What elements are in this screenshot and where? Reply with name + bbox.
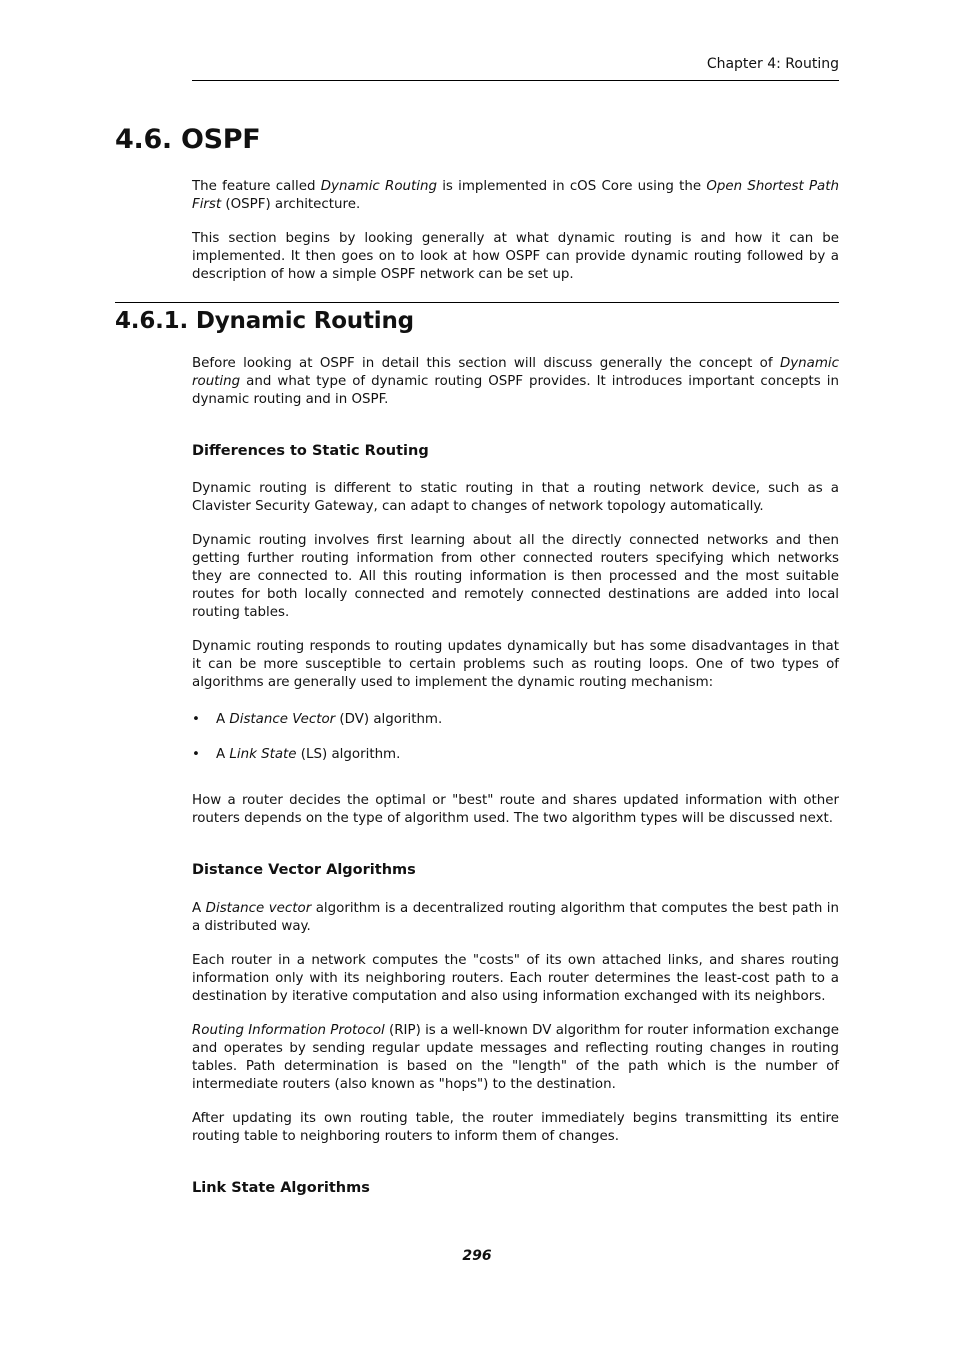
- static-paragraph-2: Dynamic routing involves first learning about all the directly connected networks and then getting further routing information from other connected routers specifying which networks they are connected to. All this routing information is then processed and the most suitable routes for both locally connected and remotely connected destinations are added into local routing tables.: [192, 533, 839, 620]
- subsection-intro: Before looking at OSPF in detail this section will discuss generally the concept of Dynamic routing and what type of dynamic routing OSPF provides. It introduces important concepts in dynamic routing and in OSPF.: [192, 356, 839, 407]
- dv-paragraph-2: Each router in a network computes the "costs" of its own attached links, and shares routing information only with its neighboring routers. Each router determines the least-cost path to a destination by iterative computation and also using information exchanged with its neighbors.: [192, 953, 839, 1004]
- bullet-icon: •: [192, 747, 200, 762]
- static-paragraph-3: Dynamic routing responds to routing updates dynamically but has some disadvantages in that it can be more susceptible to certain problems such as routing loops. One of two types of algorithms are generally used to implement the dynamic routing mechanism:: [192, 639, 839, 690]
- section-title: 4.6. OSPF: [115, 124, 261, 155]
- bullet-icon: •: [192, 712, 200, 727]
- page-number: 296: [462, 1248, 492, 1264]
- dv-paragraph-3: Routing Information Protocol (RIP) is a well-known DV algorithm for router information exchange and operates by sending regular update messages and reflecting routing changes in routing tables. Path determination is based on the "length" of the path which is the number of intermediate routers (also known as "hops") to the destination.: [192, 1023, 839, 1092]
- heading-link-state: Link State Algorithms: [192, 1180, 370, 1196]
- subsection-title: 4.6.1. Dynamic Routing: [115, 308, 414, 334]
- page-header: [192, 55, 839, 81]
- static-paragraph-1: Dynamic routing is different to static routing in that a routing network device, such as a Clavister Security Gateway, can adapt to changes of network topology automatically.: [192, 481, 839, 514]
- chapter-title: Chapter 4: Routing: [706, 56, 839, 72]
- heading-static-routing: Differences to Static Routing: [192, 443, 429, 459]
- static-paragraph-4: How a router decides the optimal or "best" route and shares updated information with other routers depends on the type of algorithm used. The two algorithm types will be discussed next.: [192, 793, 839, 826]
- intro-paragraph-2: This section begins by looking generally at what dynamic routing is and how it can be implemented. It then goes on to look at how OSPF can provide dynamic routing followed by a description of how a simple OSPF network can be set up.: [192, 231, 839, 282]
- dv-paragraph-4: After updating its own routing table, the router immediately begins transmitting its entire routing table to neighboring routers to inform them of changes.: [192, 1111, 839, 1144]
- dv-paragraph-1: A Distance vector algorithm is a decentralized routing algorithm that computes the best path in a distributed way.: [192, 901, 840, 934]
- intro-paragraph-1: The feature called Dynamic Routing is implemented in cOS Core using the Open Shortest Path First (OSPF) architecture.: [192, 179, 839, 212]
- heading-distance-vector: Distance Vector Algorithms: [192, 862, 416, 878]
- section-divider: [115, 302, 839, 303]
